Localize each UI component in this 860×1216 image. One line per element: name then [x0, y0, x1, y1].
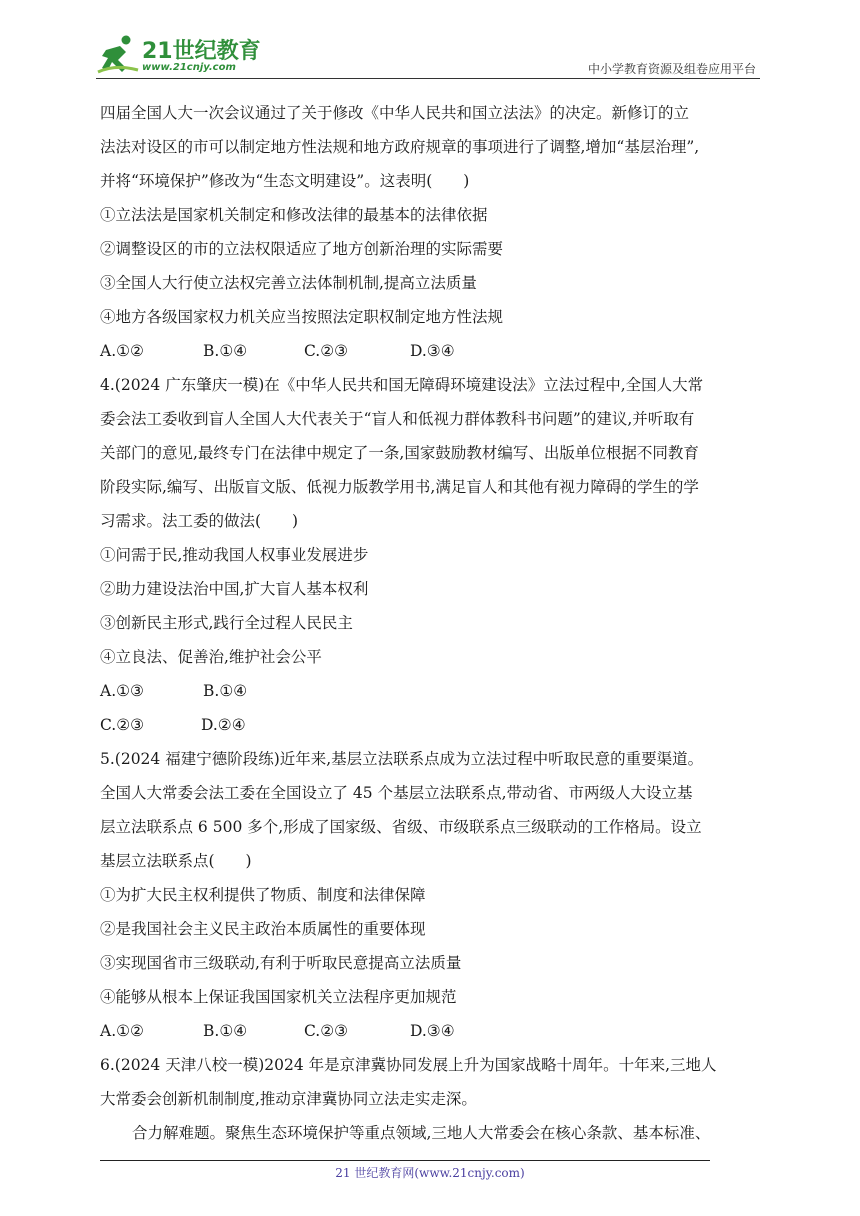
- q5-item: ①为扩大民主权利提供了物质、制度和法律保障: [100, 886, 426, 904]
- q3-option-b: B.①④: [203, 342, 248, 360]
- q4-stem-line: 阶段实际,编写、出版盲文版、低视力版教学用书,满足盲人和其他有视力障碍的学生的学: [100, 478, 699, 496]
- q5-item: ④能够从根本上保证我国国家机关立法程序更加规范: [100, 988, 457, 1006]
- q5-option-a: A.①②: [100, 1022, 144, 1040]
- q4-options-row: [100, 674, 764, 708]
- q4-item: ③创新民主形式,践行全过程人民民主: [100, 614, 353, 632]
- q5-stem-line: 基层立法联系点( ): [100, 852, 252, 870]
- header-divider: [96, 78, 760, 79]
- q4-stem-line: 关部门的意见,最终专门在法律中规定了一条,国家鼓励教材编写、出版单位根据不同教育: [100, 444, 699, 462]
- q3-stem-line: 并将“环境保护”修改为“生态文明建设”。这表明( ): [100, 172, 470, 190]
- q3-option-c: C.②③: [304, 342, 349, 360]
- logo-url-text: www.21cnjy.com: [142, 62, 236, 73]
- q5-option-c: C.②③: [304, 1022, 349, 1040]
- q3-item: ④地方各级国家权力机关应当按照法定职权制定地方性法规: [100, 308, 504, 326]
- q4-item: ②助力建设法治中国,扩大盲人基本权利: [100, 580, 369, 598]
- running-figure-icon: [96, 34, 140, 76]
- q3-stem-line: 法法对设区的市可以制定地方性法规和地方政府规章的事项进行了调整,增加“基层治理”,: [100, 138, 700, 156]
- q6-paragraph: 合力解难题。聚焦生态环境保护等重点领域,三地人大常委会在核心条款、基本标准、: [132, 1124, 711, 1142]
- q4-stem-line: 习需求。法工委的做法( ): [100, 512, 299, 530]
- footer-divider: [100, 1160, 710, 1161]
- q6-stem-line: 6.(2024 天津八校一模)2024 年是京津冀协同发展上升为国家战略十周年。十年来,三地人: [100, 1056, 717, 1074]
- q4-option-c: C.②③: [100, 716, 145, 734]
- q3-option-a: A.①②: [100, 342, 144, 360]
- q3-item: ②调整设区的市的立法权限适应了地方创新治理的实际需要: [100, 240, 504, 258]
- q4-options-row: [100, 708, 764, 742]
- q3-item: ①立法法是国家机关制定和修改法律的最基本的法律依据: [100, 206, 488, 224]
- document-body: [100, 96, 764, 1150]
- q4-item: ①问需于民,推动我国人权事业发展进步: [100, 546, 369, 564]
- q5-option-b: B.①④: [203, 1022, 248, 1040]
- q4-option-d: D.②④: [201, 716, 246, 734]
- q5-options: [100, 1014, 764, 1048]
- q4-stem-line: 委会法工委收到盲人全国人大代表关于“盲人和低视力群体教科书问题”的建议,并听取有: [100, 410, 695, 428]
- q4-option-b: B.①④: [203, 682, 248, 700]
- q4-item: ④立良法、促善治,维护社会公平: [100, 648, 322, 666]
- q3-options: [100, 334, 764, 368]
- page-header: [96, 30, 760, 80]
- q5-stem-line: 层立法联系点 6 500 多个,形成了国家级、省级、市级联系点三级联动的工作格局。设立: [100, 818, 702, 836]
- q3-option-d: D.③④: [410, 342, 455, 360]
- q6-stem-line: 大常委会创新机制制度,推动京津冀协同立法走实走深。: [100, 1090, 477, 1108]
- q4-stem-line: 4.(2024 广东肇庆一模)在《中华人民共和国无障碍环境建设法》立法过程中,全国人大常: [100, 376, 704, 394]
- q5-item: ③实现国省市三级联动,有利于听取民意提高立法质量: [100, 954, 462, 972]
- page-footer[interactable]: 21 世纪教育网(www.21cnjy.com): [335, 1166, 525, 1180]
- q5-item: ②是我国社会主义民主政治本质属性的重要体现: [100, 920, 426, 938]
- q5-option-d: D.③④: [410, 1022, 455, 1040]
- logo-brand-text: 21世纪教育: [142, 39, 261, 64]
- q4-option-a: A.①③: [100, 682, 144, 700]
- q3-stem-line: 四届全国人大一次会议通过了关于修改《中华人民共和国立法法》的决定。新修订的立: [100, 104, 690, 122]
- q3-item: ③全国人大行使立法权完善立法体制机制,提高立法质量: [100, 274, 477, 292]
- site-logo[interactable]: [96, 34, 266, 76]
- header-tagline: 中小学教育资源及组卷应用平台: [587, 62, 756, 76]
- q5-stem-line: 全国人大常委会法工委在全国设立了 45 个基层立法联系点,带动省、市两级人大设立基: [100, 784, 693, 802]
- q5-stem-line: 5.(2024 福建宁德阶段练)近年来,基层立法联系点成为立法过程中听取民意的重要渠道。: [100, 750, 704, 768]
